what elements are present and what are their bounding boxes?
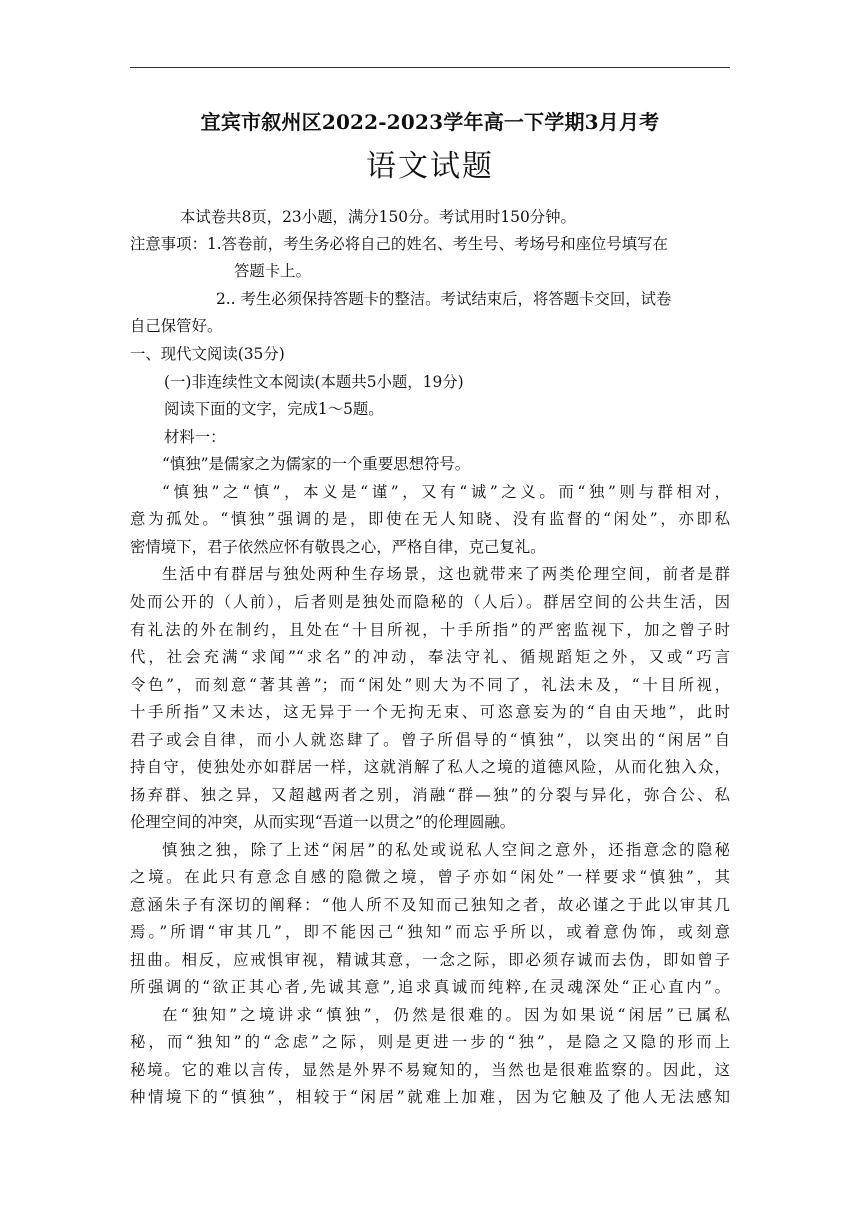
reading-instruction: 阅读下面的文字，完成1～5题。 <box>164 400 384 418</box>
notes-line-2-cont: 自己保管好。 <box>130 317 223 335</box>
passage-line: 代，社会充满“求闻”“求名”的冲动，奉法守礼、循规蹈矩之外，又或“巧言 <box>130 648 730 666</box>
passage-line: 持自守，使独处亦如群居一样，这就消解了私人之境的道德风险，从而化独入众， <box>130 758 730 776</box>
notes-line-2: 2.. 考生必须保持答题卡的整洁。考试结束后，将答题卡交回，试卷 <box>216 290 672 308</box>
sub-section-heading: (一)非连续性文本阅读(本题共5小题，19分) <box>164 373 464 391</box>
passage-line: 处而公开的（人前），后者则是独处而隐秘的（人后）。群居空间的公共生活，因 <box>130 593 730 611</box>
header-rule <box>130 67 730 68</box>
passage-line: 扭曲。相反，应戒惧审视，精诚其意，一念之际，即必须存诚而去伪，即如曾子 <box>130 951 730 969</box>
passage-line: 所强调的“欲正其心者,先诚其意”,追求真诚而纯粹,在灵魂深处“正心直内”。 <box>130 978 730 996</box>
passage-line: 君子或会自律，而小人就恣肆了。曾子所倡导的“慎独”，以突出的“闲居”自 <box>130 731 730 749</box>
passage-line: 种情境下的“慎独”，相较于“闲居”就难上加难，因为它触及了他人无法感知 <box>130 1088 730 1106</box>
material-label: 材料一： <box>164 428 226 446</box>
notes-line-1-cont: 答题卡上。 <box>234 262 311 280</box>
passage-line: 扬弃群、独之异，又超越两者之别，消融“群—独”的分裂与异化，弥合公、私 <box>130 786 730 804</box>
passage-line: “慎独”之“慎”，本义是“谨”，又有“诚”之义。而“独”则与群相对， <box>162 483 730 501</box>
passage-line: “慎独”是儒家之为儒家的一个重要思想符号。 <box>162 455 471 473</box>
passage-line: 令色”，而刻意“著其善”；而“闲处”则大为不同了，礼法未及，“十目所视， <box>130 676 730 694</box>
passage-line: 之境。在此只有意念自感的隐微之境，曾子亦如“闲处”一样要求“慎独”，其 <box>130 868 730 886</box>
passage-line: 在“独知”之境讲求“慎独”，仍然是很难的。因为如果说“闲居”已属私 <box>162 1006 730 1024</box>
section-heading: 一、现代文阅读(35分) <box>130 345 285 363</box>
exam-title: 宜宾市叙州区2022-2023学年高一下学期3月月考 <box>200 110 660 134</box>
passage-line: 意涵朱子有深切的阐释：“他人所不及知而己独知之者，故必谨之于此以审其几 <box>130 896 730 914</box>
passage-line: 焉。”所谓“审其几”，即不能因己“独知”而忘乎所以，或着意伪饰，或刻意 <box>130 923 730 941</box>
subject-title: 语文试题 <box>366 149 494 184</box>
passage-line: 密情境下，君子依然应怀有敬畏之心，严格自律，克己复礼。 <box>130 538 546 556</box>
passage-line: 有礼法的外在制约，且处在“十目所视，十手所指”的严密监视下，加之曾子时 <box>130 621 730 639</box>
passage-line: 伦理空间的冲突，从而实现“吾道一以贯之”的伦理圆融。 <box>130 813 516 831</box>
passage-line: 秘，而“独知”的“念虑”之际，则是更进一步的“独”，是隐之又隐的形而上 <box>130 1033 730 1051</box>
exam-info: 本试卷共8页，23小题，满分150分。考试用时150分钟。 <box>180 208 576 226</box>
passage-line: 慎独之独，除了上述“闲居”的私处或说私人空间之意外，还指意念的隐秘 <box>162 841 730 859</box>
passage-line: 秘境。它的难以言传，显然是外界不易窥知的，当然也是很难监察的。因此，这 <box>130 1061 730 1079</box>
passage-line: 意为孤处。“慎独”强调的是，即使在无人知晓、没有监督的“闲处”，亦即私 <box>130 510 730 528</box>
passage-line: 生活中有群居与独处两种生存场景，这也就带来了两类伦理空间，前者是群 <box>162 565 730 583</box>
notes-line-1: 注意事项：1.答卷前，考生务必将自己的姓名、考生号、考场号和座位号填写在 <box>130 235 668 253</box>
passage-line: 十手所指”又未达，这无异于一个无拘无束、可恣意妄为的“自由天地”，此时 <box>130 703 730 721</box>
